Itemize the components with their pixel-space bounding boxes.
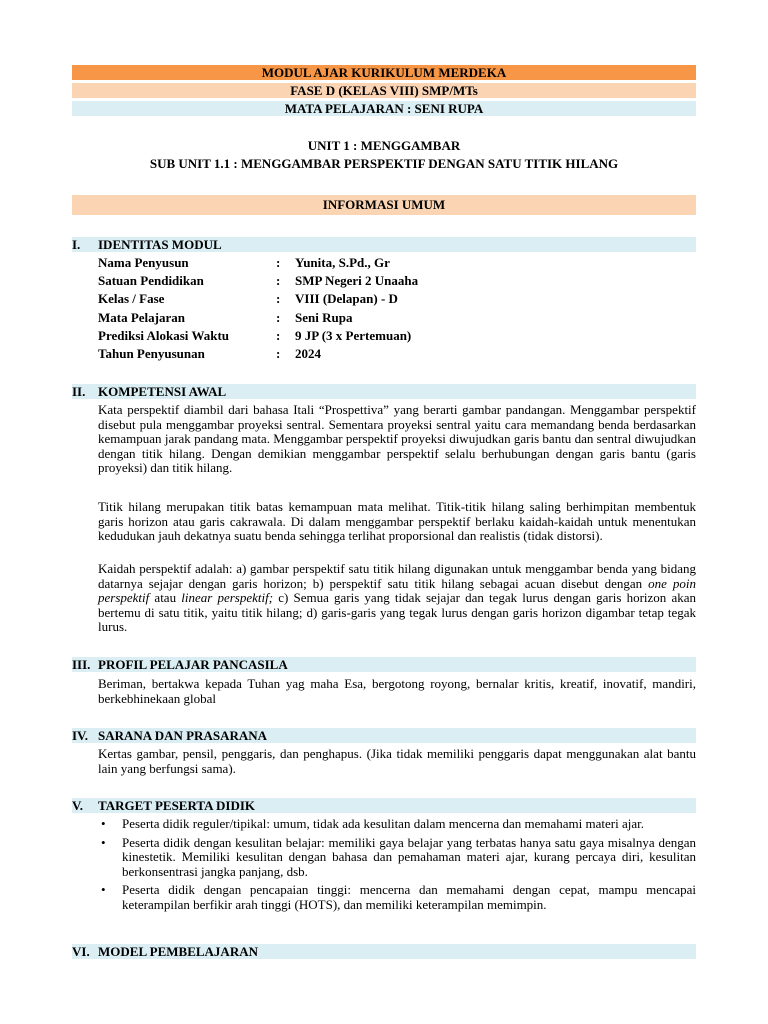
list-item-text: Peserta didik dengan kesulitan belajar: memiliki gaya belajar yang terbatas hanya satu gaya misalnya dengan kinestetik. Memiliki kesulitan dengan bahasa dan pemahaman materi ajar, kurang percaya diri, kesulitan berkonsentrasi jangka panjang, dsb. xyxy=(122,834,696,879)
italic-term: one poin perspektif xyxy=(98,575,696,605)
identity-value: Seni Rupa xyxy=(295,310,353,325)
section-number: IV. xyxy=(72,728,89,743)
section-profil-pelajar xyxy=(72,657,696,672)
identity-label: Tahun Penyusunan xyxy=(98,346,205,361)
identity-label: Prediksi Alokasi Waktu xyxy=(98,328,230,343)
section-title: SARANA DAN PRASARANA xyxy=(98,728,268,743)
bullet-icon: • xyxy=(101,882,106,897)
section-number: III. xyxy=(72,657,91,672)
list-item xyxy=(98,836,696,880)
identity-label: Satuan Pendidikan xyxy=(98,273,204,288)
paragraph-profil: Beriman, bertakwa kepada Tuhan yag maha Esa, bergotong royong, bernalar kritis, kreatif, inovatif, mandiri, berkebhinekaan global xyxy=(98,676,696,706)
identity-colon: : xyxy=(276,291,281,306)
italic-term: linear perspektif; xyxy=(181,590,274,605)
section-title: MODEL PEMBELAJARAN xyxy=(98,944,258,959)
section-title: KOMPETENSI AWAL xyxy=(98,384,227,399)
identity-value: 2024 xyxy=(295,346,321,361)
section-number: I. xyxy=(72,237,81,252)
paragraph-kompetensi-3 xyxy=(98,562,696,635)
section-title: PROFIL PELAJAR PANCASILA xyxy=(98,657,288,672)
list-item xyxy=(98,883,696,912)
identity-colon: : xyxy=(276,310,281,325)
info-title: INFORMASI UMUM xyxy=(72,195,696,215)
section-model-pembelajaran xyxy=(72,944,696,959)
bullet-icon: • xyxy=(101,834,106,850)
section-title: TARGET PESERTA DIDIK xyxy=(98,798,256,813)
paragraph-sarana: Kertas gambar, pensil, penggaris, dan penghapus. (Jika tidak memiliki penggaris dapat menggunakan alat bantu lain yang berfungsi sama). xyxy=(98,746,696,776)
list-item xyxy=(98,817,696,832)
section-number: II. xyxy=(72,384,86,399)
identity-value: SMP Negeri 2 Unaaha xyxy=(295,273,419,288)
identity-label: Kelas / Fase xyxy=(98,291,165,306)
unit-subtitle: SUB UNIT 1.1 : MENGGAMBAR PERSPEKTIF DENGAN SATU TITIK HILANG xyxy=(149,156,619,171)
text-run: c) Semua garis yang tidak sejajar dan tegak lurus dengan garis horizon akan bertemu di satu titik, yaitu titik hilang; d) garis-garis yang tegak lurus dengan garis horizon digambar tetap tegak lurus. xyxy=(98,590,696,634)
identity-colon: : xyxy=(276,328,281,343)
identity-value: VIII (Delapan) - D xyxy=(295,291,398,306)
section-target-peserta xyxy=(72,798,696,813)
identity-value: Yunita, S.Pd., Gr xyxy=(295,255,390,270)
paragraph-kompetensi-2: Titik hilang merupakan titik batas kemampuan mata melihat. Titik-titik hilang saling berhimpitan membentuk garis horizon atau garis cakrawala. Di dalam menggambar perspektif berlaku kaidah-kaidah untuk menentukan kedudukan jauh dekatnya suatu benda sehingga terlihat proporsional dan realistis (tidak distorsi). xyxy=(98,499,696,543)
target-list xyxy=(98,817,696,916)
header-title: MODUL AJAR KURIKULUM MERDEKA xyxy=(72,65,696,80)
section-title: IDENTITAS MODUL xyxy=(98,237,222,252)
section-identitas-modul xyxy=(72,237,696,252)
section-sarana-prasarana xyxy=(72,728,696,743)
list-item-text: Peserta didik reguler/tipikal: umum, tidak ada kesulitan dalam mencerna dan memahami materi ajar. xyxy=(122,816,644,831)
identity-colon: : xyxy=(276,273,281,288)
unit-title: UNIT 1 : MENGGAMBAR xyxy=(307,138,461,153)
section-number: VI. xyxy=(72,944,90,959)
section-kompetensi-awal xyxy=(72,384,696,399)
header-subject: MATA PELAJARAN : SENI RUPA xyxy=(72,101,696,116)
list-item-text: Peserta didik dengan pencapaian tinggi: mencerna dan memahami dengan cepat, mampu mencapai keterampilan berfikir arah tinggi (HOTS), dan memiliki keterampilan memimpin. xyxy=(122,882,696,912)
header-phase: FASE D (KELAS VIII) SMP/MTs xyxy=(72,83,696,98)
paragraph-kompetensi-1: Kata perspektif diambil dari bahasa Itali “Prospettiva” yang berarti gambar pandangan. Menggambar perspektif disebut pula menggambar proyeksi sentral. Sementara proyeksi sentral yaitu cara memandang benda berdasarkan kemampuan jarak pandang mata. Menggambar perspektif proyeksi diwujudkan garis bantu dan sentral diwujudkan dengan titik hilang. Dengan demikian menggambar perspektif selalu berhubungan dengan garis bantu (garis proyeksi) dan titik hilang. xyxy=(98,402,696,475)
text-run: atau xyxy=(149,590,182,605)
bullet-icon: • xyxy=(101,816,106,831)
text-run: Kaidah perspektif adalah: a) gambar perspektif satu titik hilang digunakan untuk menggambar benda yang bidang datarnya sejajar dengan garis horizon; b) perspektif satu titik hilang sebagai acuan disebut dengan xyxy=(98,561,696,591)
identity-label: Nama Penyusun xyxy=(98,255,189,270)
identity-colon: : xyxy=(276,346,281,361)
identity-value: 9 JP (3 x Pertemuan) xyxy=(295,328,412,343)
section-number: V. xyxy=(72,798,83,813)
identity-label: Mata Pelajaran xyxy=(98,310,186,325)
identity-colon: : xyxy=(276,255,281,270)
